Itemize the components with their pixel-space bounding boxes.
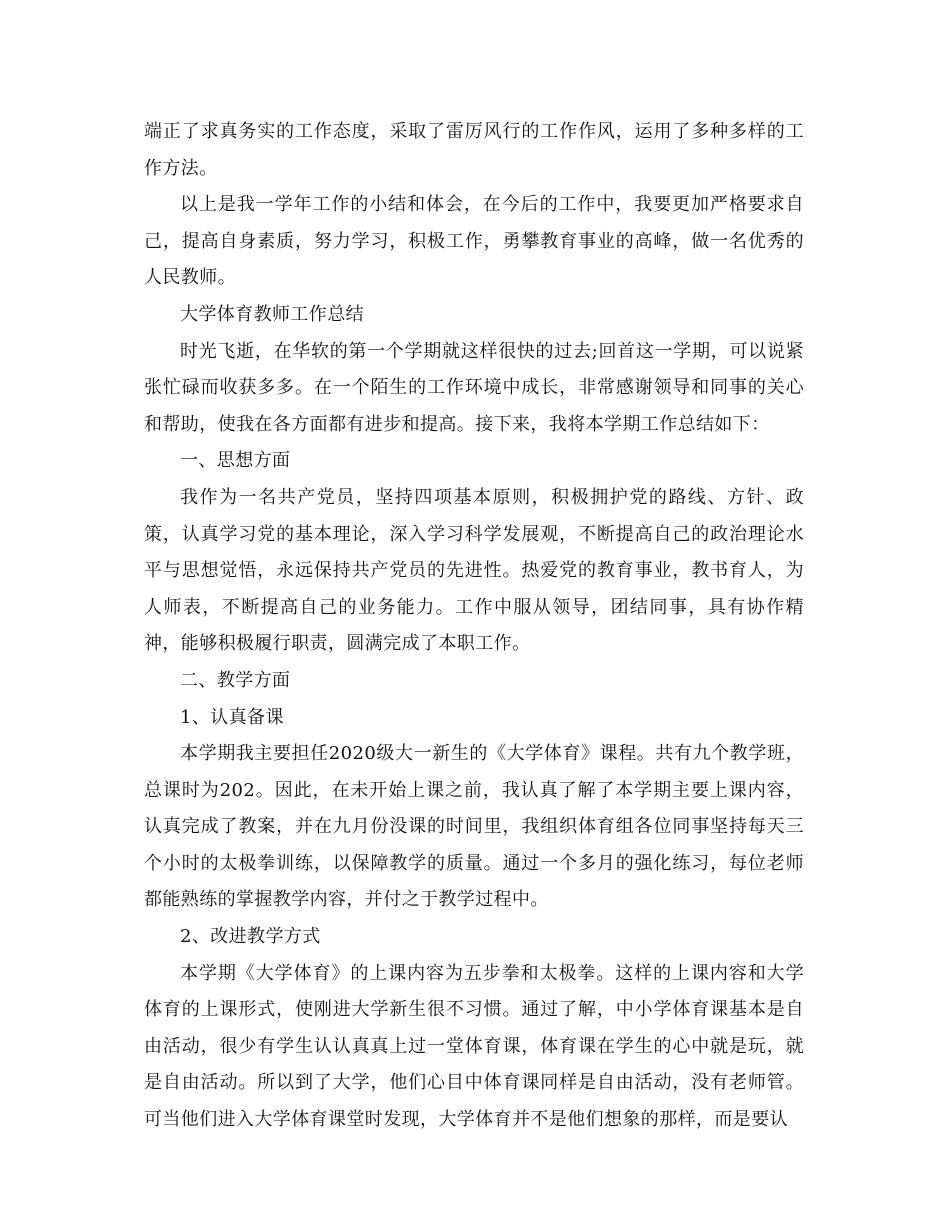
paragraph-method: 本学期《大学体育》的上课内容为五步拳和太极拳。这样的上课内容和大学体育的上课形式，使刚进大学新生很不习惯。通过了解，中小学体育课基本是自由活动，很少有学生认认真真上过一堂体育课，体育课在学生的心中就是玩，就是自由活动。所以到了大学，他们心目中体育课同样是自由活动，没有老师管。可当他们进入大学体育课堂时发现，大学体育并不是他们想象的那样，而是要认 <box>144 962 804 1131</box>
section-heading-ideology: 一、思想方面 <box>180 450 291 472</box>
paragraph-intro: 时光飞逝，在华软的第一个学期就这样很快的过去;回首这一学期，可以说紧张忙碌而收获多多。在一个陌生的工作环境中成长，非常感谢领导和同事的关心和帮助，使我在各方面都有进步和提高。接下来，我将本学期工作总结如下： <box>144 340 804 435</box>
document-body <box>144 114 804 1139</box>
paragraph-continuation: 端正了求真务实的工作态度，采取了雷厉风行的工作作风，运用了多种多样的工作方法。 <box>144 121 804 179</box>
subsection-heading-preparation: 1、认真备课 <box>180 706 284 728</box>
paragraph-summary: 以上是我一学年工作的小结和体会，在今后的工作中，我要更加严格要求自己，提高自身素质，努力学习，积极工作，勇攀教育事业的高峰，做一名优秀的人民教师。 <box>144 194 804 289</box>
document-title: 大学体育教师工作总结 <box>180 303 364 325</box>
subsection-heading-method: 2、改进教学方式 <box>180 926 321 948</box>
paragraph-preparation: 本学期我主要担任2020级大一新生的《大学体育》课程。共有九个教学班，总课时为202。因此，在未开始上课之前，我认真了解了本学期主要上课内容，认真完成了教案，并在九月份没课的时间里，我组织体育组各位同事坚持每天三个小时的太极拳训练，以保障教学的质量。通过一个多月的强化练习，每位老师都能熟练的掌握教学内容，并付之于教学过程中。 <box>144 743 804 911</box>
section-heading-teaching: 二、教学方面 <box>180 669 291 691</box>
paragraph-ideology: 我作为一名共产党员，坚持四项基本原则，积极拥护党的路线、方针、政策，认真学习党的基本理论，深入学习科学发展观，不断提高自己的政治理论水平与思想觉悟，永远保持共产党员的先进性。热爱党的教育事业，教书育人，为人师表，不断提高自己的业务能力。工作中服从领导，团结同事，具有协作精神，能够积极履行职责，圆满完成了本职工作。 <box>144 486 804 655</box>
